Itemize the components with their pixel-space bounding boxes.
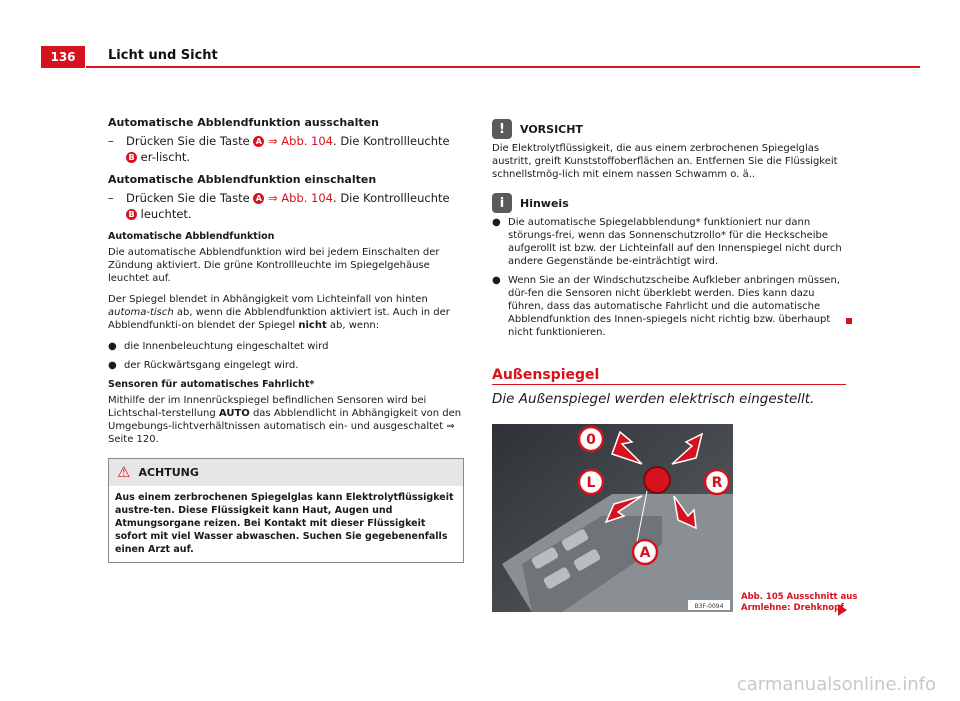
text-emphasis: automa-tisch — [108, 307, 174, 318]
callout-o: 0 — [586, 432, 596, 448]
badge-b: B — [126, 152, 137, 163]
paragraph-activation: Die automatische Abblendfunktion wird bei jedem Einschalten der Zündung aktiviert. Die grüne Kontrollleuchte im Spiegelgehäuse leuchtet auf. — [108, 247, 440, 284]
header-rule — [86, 66, 920, 68]
warning-text: Aus einem zerbrochenen Spiegelglas kann Elektrolytflüssigkeit austre-ten. Diese Flüssigkeit kann Haut, Augen und Atmungsorgane reizen. Bei Kontakt mit dieser Flüssigkeit sofort mit viel Wasser abwaschen. Suchen Sie gegebenenfalls einen Arzt auf. — [115, 492, 454, 555]
step-pre: Drücken Sie die Taste — [126, 191, 250, 205]
bullet-dot: ● — [108, 341, 117, 352]
text-strong: AUTO — [218, 408, 250, 419]
text: ab, wenn: — [326, 320, 380, 331]
figure-reference-link[interactable]: ⇒ Abb. 104 — [267, 134, 334, 148]
bullet-dot: ● — [492, 275, 501, 286]
text: ab, wenn die Abblendfunktion aktiviert ist. Auch in der Abblendfunkti-on blendet der Spiegel — [108, 307, 450, 331]
section-end-marker — [846, 318, 852, 324]
warning-box — [108, 458, 464, 563]
list-item — [492, 216, 846, 268]
step-text — [126, 133, 464, 165]
step-dash: – — [108, 191, 114, 205]
watermark: carmanualsonline.info — [736, 674, 936, 695]
note-header — [492, 193, 846, 213]
on-step — [108, 190, 464, 222]
caution-header — [492, 119, 846, 139]
paragraph-sensors — [108, 394, 464, 446]
caution-title: VORSICHT — [520, 122, 583, 136]
page-number: 136 — [41, 46, 85, 68]
step-text — [126, 190, 464, 222]
exclamation-icon: ! — [492, 119, 512, 139]
caution-text: Die Elektrolytflüssigkeit, die aus einem zerbrochenen Spiegelglas austritt, greift Kunststoffoberflächen an. Entfernen Sie die Flüssigkeit schnellstmög-lich mit einem nassen Schwamm o. ä.. — [492, 143, 838, 180]
step-mid: . Die Kontrollleuchte — [333, 191, 450, 205]
right-column — [492, 119, 846, 345]
off-step — [108, 133, 464, 165]
info-icon: i — [492, 193, 512, 213]
left-column — [108, 116, 464, 563]
on-heading: Automatische Abblendfunktion einschalten — [108, 173, 377, 186]
caption-line: Armlehne: Drehknopf — [741, 603, 844, 613]
list-item — [492, 274, 846, 339]
step-pre: Drücken Sie die Taste — [126, 134, 250, 148]
list-item-text: die Innenbeleuchtung eingeschaltet wird — [124, 341, 329, 352]
list-item — [108, 359, 464, 372]
off-heading: Automatische Abblendfunktion ausschalten — [108, 116, 379, 129]
figure-illustration — [492, 424, 733, 612]
note-title: Hinweis — [520, 196, 569, 210]
step-post: er-lischt. — [140, 150, 191, 164]
caption-line: Abb. 105 Ausschnitt aus — [741, 592, 858, 602]
paragraph-dimming — [108, 293, 464, 332]
warning-triangle-icon: ⚠ — [117, 463, 131, 481]
list-item — [108, 340, 464, 353]
callout-a: A — [639, 545, 651, 561]
warning-header — [109, 459, 463, 486]
text-strong: nicht — [298, 320, 327, 331]
badge-a: A — [253, 193, 264, 204]
callout-r: R — [711, 475, 723, 491]
list-item-text: der Rückwärtsgang eingelegt wird. — [124, 360, 299, 371]
continue-arrow-icon — [838, 604, 847, 616]
list-item-text: Die automatische Spiegelabblendung* funktioniert nur dann störungs-frei, wenn das Sonnenschutzrollo* für die Heckscheibe aufgerollt ist bzw. der Lichteinfall auf den Innenspiegel nicht durch andere Gegenstände be-einträchtigt wird. — [508, 217, 842, 267]
subheading-dimming: Automatische Abblendfunktion — [108, 231, 275, 242]
figure-code: B3F-0094 — [694, 603, 724, 610]
section-title: Außenspiegel — [492, 367, 600, 383]
figure-reference-link[interactable]: ⇒ Abb. 104 — [267, 191, 334, 205]
step-post: leuchtet. — [140, 207, 192, 221]
step-dash: – — [108, 134, 114, 148]
mirror-control-figure — [492, 424, 733, 612]
list-item-text: Wenn Sie an der Windschutzscheibe Aufkleber anbringen müssen, dür-fen die Sensoren nicht überklebt werden. Dies kann dazu führen, dass das automatische Fahrlicht und die automatische Abblendfunktion des Innen-spiegels nicht richtig bzw. überhaupt nicht funktionieren. — [508, 275, 840, 338]
section-lead: Die Außenspiegel werden elektrisch eingestellt. — [492, 391, 815, 407]
badge-a: A — [253, 136, 264, 147]
badge-b: B — [126, 209, 137, 220]
section-rule — [492, 384, 846, 385]
callout-l: L — [586, 475, 596, 491]
subheading-sensors: Sensoren für automatisches Fahrlicht* — [108, 379, 315, 390]
text: Mithilfe der im Innenrückspiegel befindlichen Sensoren wird bei Lichtschal-terstellung — [108, 395, 427, 419]
bullet-dot: ● — [108, 360, 117, 371]
text: Der Spiegel blendet in Abhängigkeit vom Lichteinfall von hinten — [108, 294, 428, 305]
bullet-dot: ● — [492, 217, 501, 228]
chapter-title: Licht und Sicht — [108, 48, 218, 63]
text: das Abblendlicht in Abhängigkeit von den Umgebungs-lichtverhältnissen automatisch ein- und ausgeschaltet ⇒ Seite 120. — [108, 408, 462, 445]
warning-title: ACHTUNG — [138, 466, 199, 479]
mirror-knob — [644, 467, 670, 493]
step-mid: . Die Kontrollleuchte — [333, 134, 450, 148]
